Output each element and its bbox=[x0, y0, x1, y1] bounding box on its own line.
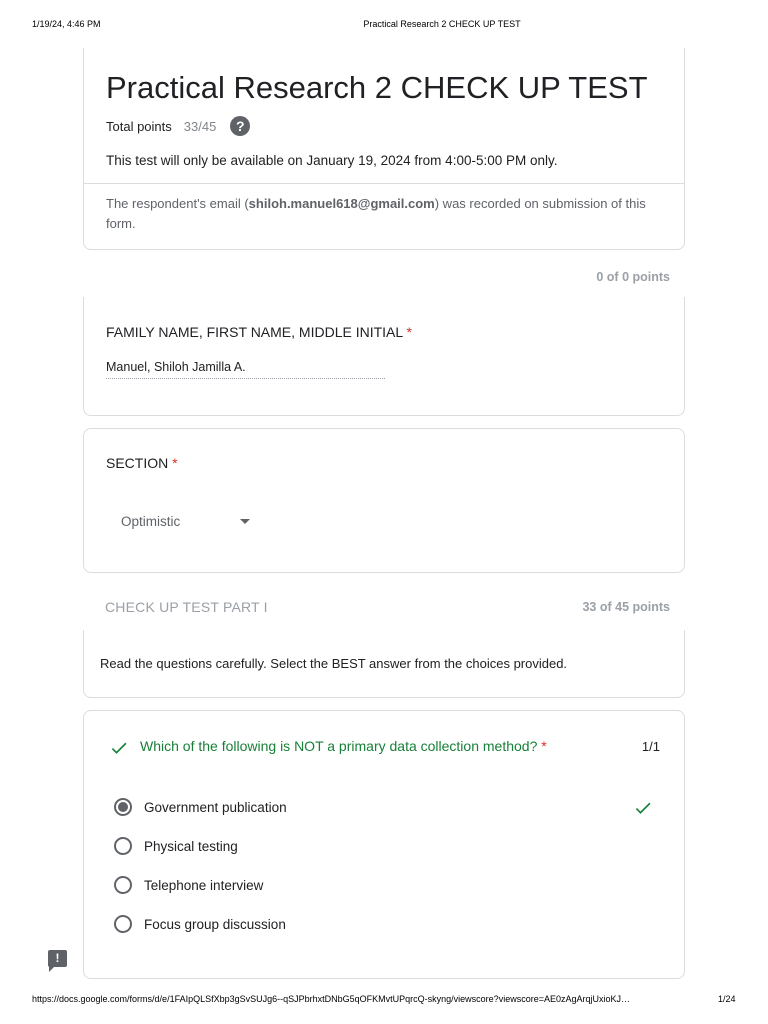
total-points-label: Total points bbox=[106, 118, 172, 134]
radio-unchecked[interactable] bbox=[114, 915, 132, 933]
part1-instructions-card bbox=[83, 630, 685, 698]
form-description: This test will only be available on January 19, 2024 from 4:00-5:00 PM only. bbox=[106, 153, 558, 168]
name-answer: Manuel, Shiloh Jamilla A. bbox=[106, 360, 385, 379]
correct-answer-check-icon bbox=[633, 798, 653, 818]
chevron-down-icon bbox=[240, 519, 250, 524]
print-title: Practical Research 2 CHECK UP TEST bbox=[363, 19, 521, 29]
form-title: Practical Research 2 CHECK UP TEST bbox=[106, 70, 648, 105]
print-url: https://docs.google.com/forms/d/e/1FAIpQLSfXbp3gSvSUJg6--qSJPbrhxtDNbG5qOFKMvtUPqrcQ-skyng/viewscore?viewscore=AE0zAgArqjUxioKJ… bbox=[32, 994, 630, 1004]
option-label: Physical testing bbox=[144, 838, 238, 854]
print-page-number: 1/24 bbox=[718, 994, 736, 1004]
form-header-card bbox=[83, 48, 685, 250]
email-note bbox=[106, 194, 651, 234]
option-label: Government publication bbox=[144, 799, 287, 815]
section-question-text: SECTION bbox=[106, 455, 169, 471]
question-text bbox=[140, 738, 547, 754]
question-label: Which of the following is NOT a primary data collection method? bbox=[140, 738, 538, 754]
option-label: Telephone interview bbox=[144, 877, 264, 893]
option-label: Focus group discussion bbox=[144, 916, 286, 932]
section-question-card bbox=[83, 428, 685, 573]
total-points-value: 33/45 bbox=[183, 118, 217, 134]
required-mark: * bbox=[406, 324, 412, 340]
part1-instructions: Read the questions carefully. Select the BEST answer from the choices provided. bbox=[100, 656, 568, 671]
required-mark: * bbox=[172, 455, 178, 471]
section-intro-points: 0 of 0 points bbox=[596, 270, 670, 284]
section-dropdown[interactable] bbox=[121, 514, 250, 529]
required-mark: * bbox=[541, 738, 547, 754]
email-note-prefix: The respondent's email ( bbox=[106, 196, 249, 211]
radio-checked[interactable] bbox=[114, 798, 132, 816]
help-circle-icon[interactable]: ? bbox=[230, 116, 250, 136]
name-question-text: FAMILY NAME, FIRST NAME, MIDDLE INITIAL bbox=[106, 324, 403, 340]
total-points-row bbox=[106, 116, 250, 136]
part1-title: CHECK UP TEST PART I bbox=[105, 599, 268, 615]
check-icon bbox=[109, 738, 129, 758]
radio-unchecked[interactable] bbox=[114, 876, 132, 894]
print-date: 1/19/24, 4:46 PM bbox=[32, 19, 101, 29]
option-physical-testing[interactable] bbox=[114, 837, 238, 855]
question-score: 1/1 bbox=[641, 739, 660, 754]
part1-points: 33 of 45 points bbox=[582, 600, 670, 614]
name-question-label bbox=[106, 324, 412, 340]
section-question-label bbox=[106, 455, 178, 471]
section-dropdown-value: Optimistic bbox=[121, 514, 181, 529]
feedback-icon[interactable]: ! bbox=[48, 950, 67, 967]
respondent-email: shiloh.manuel618@gmail.com bbox=[248, 196, 435, 211]
divider bbox=[84, 183, 684, 184]
name-question-card bbox=[83, 297, 685, 416]
email-note-suffix: ) was recorded on submission of this form. bbox=[106, 196, 646, 231]
option-focus-group-discussion[interactable] bbox=[114, 915, 286, 933]
option-telephone-interview[interactable] bbox=[114, 876, 263, 894]
question-card bbox=[83, 710, 685, 979]
option-government-publication[interactable] bbox=[114, 798, 287, 816]
radio-unchecked[interactable] bbox=[114, 837, 132, 855]
